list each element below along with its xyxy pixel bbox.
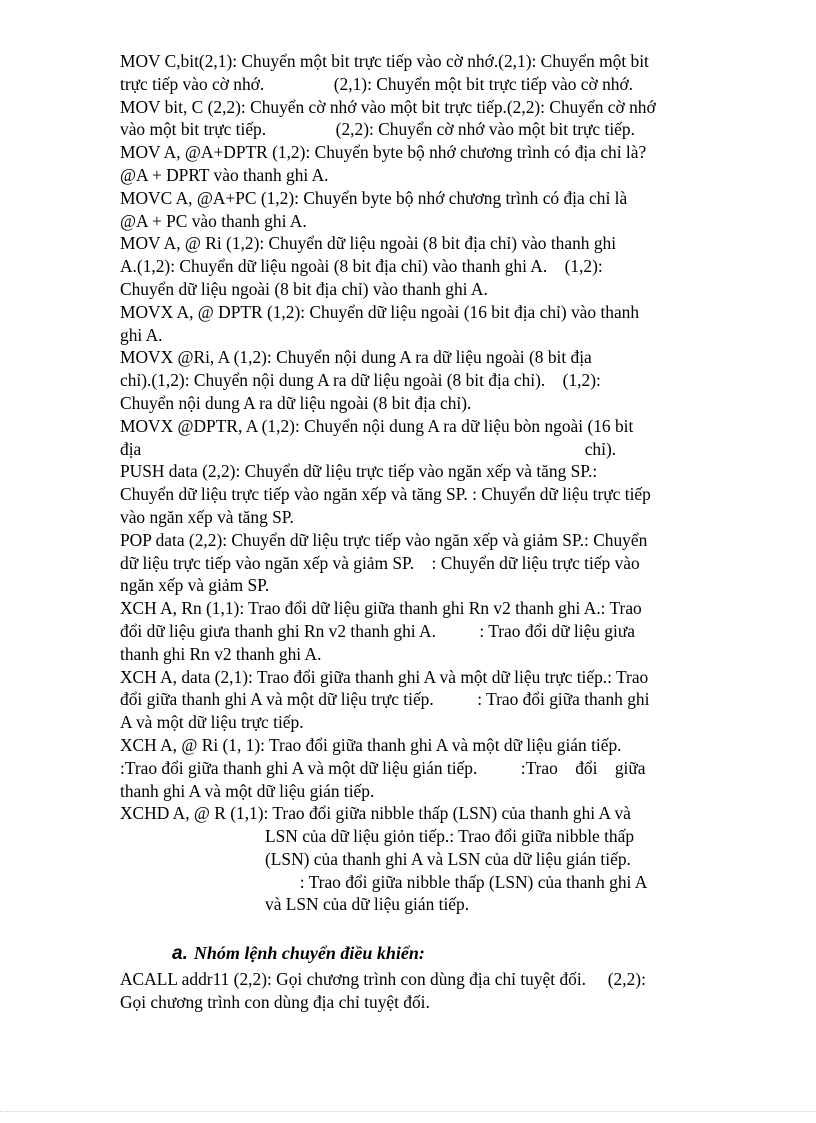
instruction-movx-a-dptr (120, 301, 696, 347)
text-line: :Trao đổi giữa thanh ghi A và một dữ liệu gián tiếp. :Trao đổi giữa (120, 757, 646, 778)
instruction-movx-ri-a (120, 346, 696, 414)
text-line: dữ liệu trực tiếp vào ngăn xếp và giảm SP. : Chuyển dữ liệu trực tiếp vào (120, 552, 640, 573)
text-line: XCH A, @ Ri (1, 1): Trao đổi giữa thanh ghi A và một dữ liệu gián tiếp. (120, 734, 622, 755)
text-line: MOVC A, @A+PC (1,2): Chuyển byte bộ nhớ chương trình có địa chỉ là (120, 187, 628, 208)
text-line: ghi A. (120, 324, 163, 345)
text-line: ngăn xếp và giảm SP. (120, 575, 270, 596)
text-line: chỉ).(1,2): Chuyển nội dung A ra dữ liệu ngoài (8 bit địa chỉ). (1,2): (120, 370, 601, 391)
text-line: MOVX A, @ DPTR (1,2): Chuyển dữ liệu ngoài (16 bit địa chỉ) vào thanh (120, 301, 640, 322)
text-line: POP data (2,2): Chuyển dữ liệu trực tiếp vào ngăn xếp và giảm SP.: Chuyển (120, 529, 648, 550)
instruction-push-data (120, 460, 696, 528)
text-line: đổi dữ liệu giưa thanh ghi Rn v2 thanh ghi A. : Trao đổi dữ liệu giưa (120, 620, 635, 641)
instruction-mov-c-bit (120, 50, 696, 96)
text-line: địa chỉ). (120, 438, 617, 459)
text-line: MOVX @Ri, A (1,2): Chuyển nội dung A ra dữ liệu ngoài (8 bit địa (120, 347, 592, 368)
text-line: (LSN) của thanh ghi A và LSN của dữ liệu gián tiếp. (265, 848, 631, 869)
instruction-xch-a-data (120, 666, 696, 734)
text-line: MOVX @DPTR, A (1,2): Chuyển nội dung A ra dữ liệu bòn ngoài (16 bit (120, 415, 634, 436)
text-line: MOV C,bit(2,1): Chuyển một bit trực tiếp vào cờ nhớ.(2,1): Chuyển một bit (120, 51, 649, 71)
text-line: A và một dữ liệu trực tiếp. (120, 712, 304, 733)
page-bottom-divider (0, 1111, 816, 1112)
text-line: : Trao đổi giữa nibble thấp (LSN) của thanh ghi A (265, 871, 648, 892)
text-line: vào ngăn xếp và tăng SP. (120, 506, 294, 527)
section-title: Nhóm lệnh chuyển điều khiển: (193, 943, 425, 964)
text-line: Gọi chương trình con dùng địa chỉ tuyệt đối. (120, 991, 430, 1012)
text-line: A.(1,2): Chuyển dữ liệu ngoài (8 bit địa chỉ) vào thanh ghi A. (1,2): (120, 256, 603, 277)
text-line: thanh ghi A và một dữ liệu gián tiếp. (120, 780, 375, 801)
instruction-mov-a-ri (120, 232, 696, 300)
text-line: MOV A, @A+DPTR (1,2): Chuyển byte bộ nhớ chương trình có địa chỉ là? (120, 142, 647, 163)
text-line: PUSH data (2,2): Chuyển dữ liệu trực tiếp vào ngăn xếp và tăng SP.: (120, 461, 598, 482)
instruction-pop-data (120, 529, 696, 597)
text-line: Chuyển nội dung A ra dữ liệu ngoài (8 bit địa chỉ). (120, 392, 472, 413)
text-line: MOV A, @ Ri (1,2): Chuyển dữ liệu ngoài (8 bit địa chỉ) vào thanh ghi (120, 233, 617, 254)
section-heading (120, 942, 696, 966)
text-line: vào một bit trực tiếp. (2,2): Chuyển cờ nhớ vào một bit trực tiếp. (120, 119, 635, 140)
instruction-xch-a-ri (120, 734, 696, 802)
instruction-movc-a-pc (120, 187, 696, 233)
text-line: LSN của dữ liệu giỏn tiếp.: Trao đổi giữa nibble thấp (265, 826, 635, 847)
instruction-xch-a-rn (120, 597, 696, 665)
instruction-xchd-a-r (120, 802, 696, 916)
text-line: MOV bit, C (2,2): Chuyển cờ nhớ vào một bit trực tiếp.(2,2): Chuyển cờ nhớ (120, 96, 656, 117)
instruction-acall (120, 968, 696, 1014)
text-line: Chuyển dữ liệu ngoài (8 bit địa chỉ) vào thanh ghi A. (120, 278, 488, 299)
text-line: trực tiếp vào cờ nhớ. (2,1): Chuyển một bit trực tiếp vào cờ nhớ. (120, 73, 634, 94)
section-label: a. (172, 943, 188, 965)
text-line: ACALL addr11 (2,2): Gọi chương trình con dùng địa chỉ tuyệt đối. (2,2): (120, 969, 646, 990)
instruction-movx-dptr-a (120, 415, 696, 461)
text-line: thanh ghi Rn v2 thanh ghi A. (120, 643, 322, 664)
text-line: đổi giữa thanh ghi A và một dữ liệu trực tiếp. : Trao đổi giữa thanh ghi (120, 689, 650, 710)
instruction-mov-bit-c (120, 96, 696, 142)
text-line: và LSN của dữ liệu gián tiếp. (265, 894, 470, 915)
text-line: XCH A, Rn (1,1): Trao đổi dữ liệu giữa thanh ghi Rn v2 thanh ghi A.: Trao (120, 598, 642, 619)
document-body (120, 50, 696, 1014)
text-line: Chuyển dữ liệu trực tiếp vào ngăn xếp và tăng SP. : Chuyển dữ liệu trực tiếp (120, 484, 651, 505)
instruction-mov-a-dptr (120, 141, 696, 187)
text-line: XCH A, data (2,1): Trao đổi giữa thanh ghi A và một dữ liệu trực tiếp.: Trao (120, 666, 649, 687)
text-line: @A + DPRT vào thanh ghi A. (120, 164, 329, 185)
text-line: @A + PC vào thanh ghi A. (120, 210, 307, 231)
text-line: XCHD A, @ R (1,1): Trao đổi giữa nibble thấp (LSN) của thanh ghi A và (120, 803, 631, 824)
